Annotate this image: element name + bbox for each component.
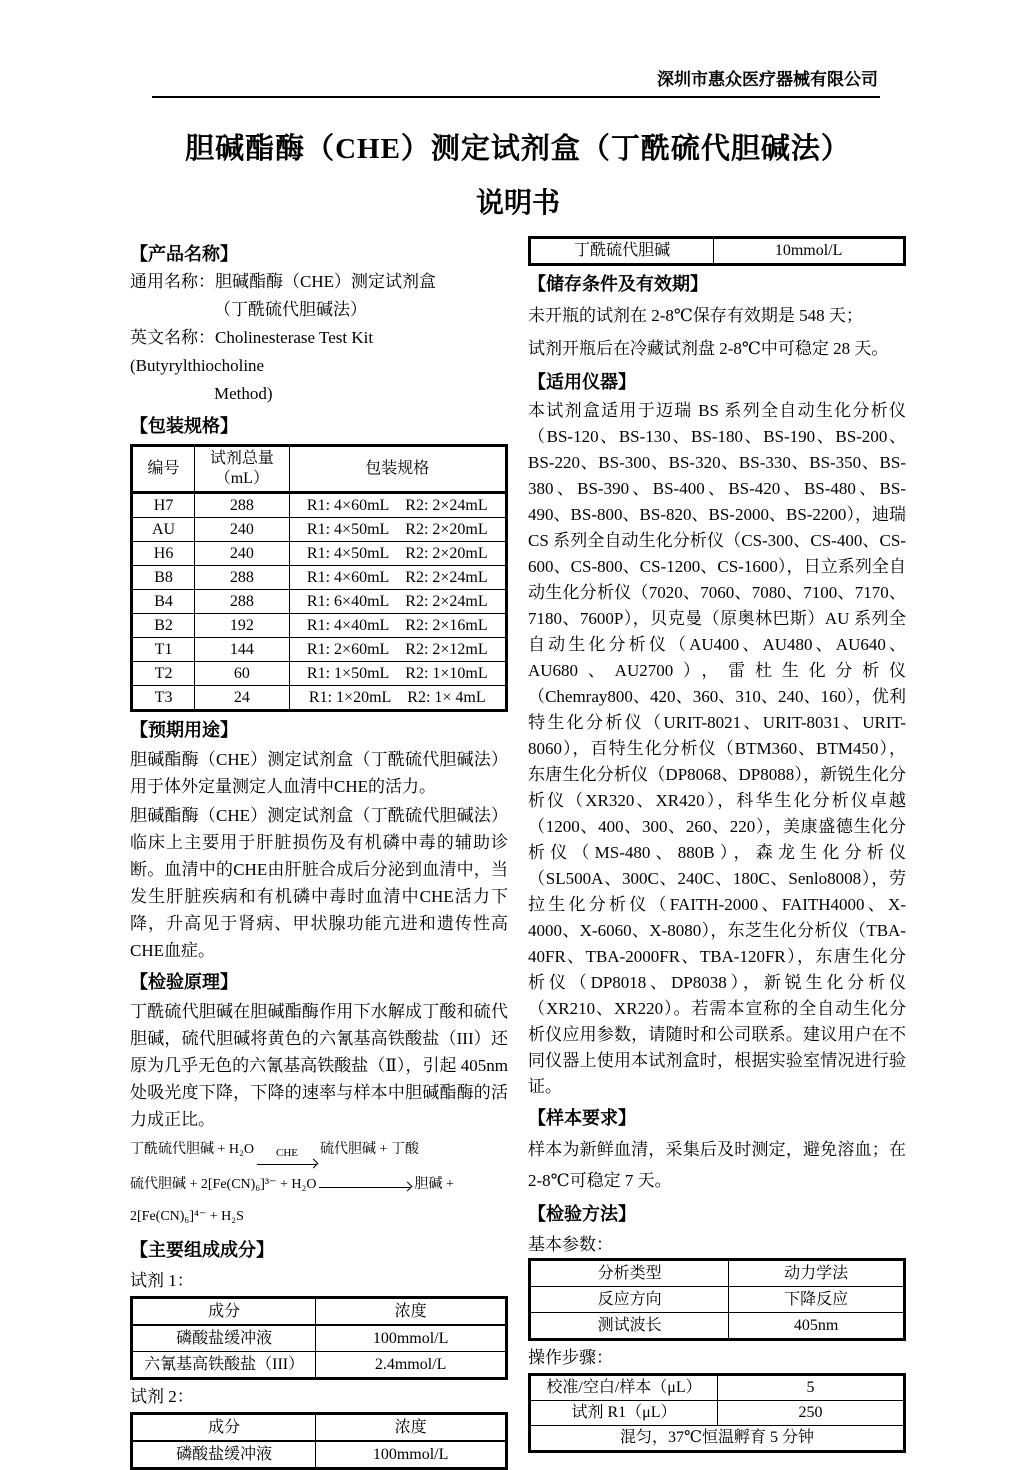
table-row: [530, 1401, 905, 1426]
pack-id: B8: [132, 566, 195, 590]
pack-spec: [289, 493, 506, 518]
component-header: 成分: [132, 1298, 316, 1326]
document-title: 胆碱酯酶（CHE）测定试剂盒（丁酰硫代胆碱法）: [185, 133, 851, 165]
section-heading-intended-use: 【预期用途】: [130, 720, 238, 740]
pack-spec: [289, 638, 506, 662]
pack-spec-r2: R2: 2×20mL: [405, 521, 488, 538]
reagent-2-table: [130, 1412, 508, 1470]
basic-params-label: 基本参数：: [528, 1235, 613, 1254]
english-name-value: Cholinesterase Test Kit (Butyrylthiocholine: [130, 328, 374, 375]
intended-use-paragraph-2: 胆碱酯酶（CHE）测定试剂盒（丁酰硫代胆碱法）临床上主要用于肝脏损伤及有机磷中毒的辅助诊断。血清中的CHE由肝脏合成后分泌到血清中，当发生肝脏疾病和有机磷中毒时血清中CHE活力下降，升高见于肾病、甲状腺功能亢进和遗传性高CHE血症。: [130, 806, 508, 960]
pack-spec-r2: R2: 2×24mL: [405, 569, 488, 586]
table-row: [530, 1313, 905, 1340]
reagent-1-header-row: [132, 1298, 507, 1326]
table-row: [132, 590, 507, 614]
section-heading-sample: 【样本要求】: [528, 1108, 636, 1128]
principle-paragraph: 丁酰硫代胆碱在胆碱酯酶作用下水解成丁酸和硫代胆碱，硫代胆碱将黄色的六氰基高铁酸盐（III）还原为几乎无色的六氰基高铁酸盐（Ⅱ），引起 405nm 处吸光度下降，下降的速率与样本中胆碱酯酶的活力成正比。: [130, 1002, 508, 1129]
pack-id: H7: [132, 493, 195, 518]
pack-total: 192: [195, 614, 289, 638]
table-row: [132, 638, 507, 662]
packaging-header-spec: 包装规格: [289, 446, 506, 493]
step-label: 校准/空白/样本（μL）: [530, 1375, 718, 1401]
pack-spec-r1: R1: 2×60mL: [306, 641, 390, 658]
reaction-equation-2-continued: 2[Fe(CN)₆]⁴⁻ + H₂S: [130, 1209, 244, 1224]
pack-spec: [289, 662, 506, 686]
table-row: [530, 238, 905, 265]
pack-id: T1: [132, 638, 195, 662]
param-label: 反应方向: [530, 1287, 729, 1313]
step-value: 250: [718, 1401, 905, 1426]
packaging-header-id: 编号: [132, 446, 195, 493]
right-arrow-icon: [257, 1159, 317, 1168]
pack-spec-r2: R2: 2×16mL: [405, 617, 488, 634]
pack-id: B2: [132, 614, 195, 638]
steps-footer-cell: 混匀，37℃恒温孵育 5 分钟: [530, 1426, 905, 1452]
pack-total: 240: [195, 542, 289, 566]
pack-spec-r1: R1: 4×50mL: [306, 521, 390, 538]
pack-spec-r1: R1: 6×40mL: [306, 593, 390, 610]
right-column: [528, 236, 906, 1453]
concentration-cell: 2.4mmol/L: [316, 1352, 507, 1379]
pack-id: H6: [132, 542, 195, 566]
pack-spec: [289, 542, 506, 566]
pack-total: 288: [195, 566, 289, 590]
reagent-2-label: 试剂 2：: [130, 1387, 194, 1406]
pack-spec: [289, 566, 506, 590]
section-heading-packaging: 【包装规格】: [130, 416, 238, 436]
component-cell: 六氰基高铁酸盐（III）: [132, 1352, 316, 1379]
table-row: [132, 662, 507, 686]
pack-total: 60: [195, 662, 289, 686]
section-heading-method: 【检验方法】: [528, 1204, 636, 1224]
component-cell: 丁酰硫代胆碱: [530, 238, 714, 265]
reaction-arrow-labeled: [257, 1148, 317, 1168]
two-column-body: [130, 236, 906, 1470]
steps-label: 操作步骤：: [528, 1348, 613, 1367]
component-cell: 磷酸盐缓冲液: [132, 1325, 316, 1352]
packaging-table: [130, 444, 508, 712]
english-name-continued: Method): [214, 384, 273, 403]
generic-name-value: 胆碱酯酶（CHE）测定试剂盒: [215, 272, 436, 291]
generic-name-line: [130, 268, 508, 296]
pack-spec-r1: R1: 4×50mL: [306, 545, 390, 562]
pack-id: AU: [132, 518, 195, 542]
intended-use-paragraph-1: 胆碱酯酶（CHE）测定试剂盒（丁酰硫代胆碱法）用于体外定量测定人血清中CHE的活力。: [130, 750, 508, 796]
arrow-label-che: CHE: [276, 1147, 298, 1159]
reaction-arrow-plain: [319, 1182, 411, 1191]
pack-spec: [289, 590, 506, 614]
equation-2-left: 硫代胆碱 + 2[Fe(CN)₆]³⁻ + H₂O: [130, 1177, 317, 1192]
left-column: [130, 236, 508, 1470]
table-row: [132, 614, 507, 638]
table-row: [132, 686, 507, 711]
table-row: [132, 1441, 507, 1469]
section-heading-principle: 【检验原理】: [130, 972, 238, 992]
component-cell: 磷酸盐缓冲液: [132, 1441, 316, 1469]
sample-paragraph: 样本为新鲜血清，采集后及时测定，避免溶血；在 2-8℃可稳定 7 天。: [528, 1140, 906, 1190]
pack-total: 240: [195, 518, 289, 542]
param-label: 分析类型: [530, 1260, 729, 1287]
reagent-1-label: 试剂 1：: [130, 1271, 194, 1290]
english-name-line: [130, 324, 508, 380]
table-row: [132, 1352, 507, 1379]
reagent-2-continued-table: [528, 236, 906, 266]
param-label: 测试波长: [530, 1313, 729, 1340]
pack-spec-r2: R2: 2×20mL: [405, 545, 488, 562]
pack-spec-r2: R2: 1× 4mL: [407, 689, 486, 706]
document-subtitle: 说明书: [475, 188, 560, 219]
equation-1-right: 硫代胆碱 + 丁酸: [320, 1142, 419, 1157]
component-header: 成分: [132, 1414, 316, 1442]
pack-spec-r2: R2: 1×10mL: [405, 665, 488, 682]
step-label: 试剂 R1（μL）: [530, 1401, 718, 1426]
pack-total: 288: [195, 493, 289, 518]
equation-1-left: 丁酰硫代胆碱 + H₂O: [130, 1142, 254, 1157]
param-value: 下降反应: [729, 1287, 905, 1313]
concentration-header: 浓度: [316, 1414, 507, 1442]
pack-spec-r2: R2: 2×12mL: [405, 641, 488, 658]
pack-id: T3: [132, 686, 195, 711]
param-value: 动力学法: [729, 1260, 905, 1287]
pack-spec: [289, 614, 506, 638]
reagent-1-table: [130, 1296, 508, 1380]
pack-spec: [289, 518, 506, 542]
reaction-equation-1: [130, 1135, 508, 1168]
pack-total: 24: [195, 686, 289, 711]
pack-id: B4: [132, 590, 195, 614]
instruments-paragraph: 本试剂盒适用于迈瑞 BS 系列全自动生化分析仪（BS-120、BS-130、BS-180、BS-190、BS-200、BS-220、BS-300、BS-320、BS-330、BS-350、BS-380、BS-390、BS-400、BS-420、BS-480、BS-490、BS-800、BS-820、BS-2000、BS-2200），迪瑞 CS 系列全自动生化分析仪（CS-300、CS-400、CS-600、CS-800、CS-1200、CS-1600），日立系列全自动生化分析仪（7020、7060、7080、7100、7170、7180、7600P），贝克曼（原奥林巴斯）AU 系列全自动生化分析仪（AU400、AU480、AU640、AU680、AU2700），雷杜生化分析仪（Chemray800、420、360、310、240、160），优利特生化分析仪（URIT-8021、URIT-8031、URIT-8060），百特生化分析仪（BTM360、BTM450），东唐生化分析仪（DP8068、DP8088），新锐生化分析仪（XR320、XR420），科华生化分析仪卓越（1200、400、300、260、220），美康盛德生化分析仪（MS-480、880B），森龙生化分析仪（SL500A、300C、240C、180C、Senlo8008），劳拉生化分析仪（FAITH-2000、FAITH4000、X-4000、X-6060、X-8080），东芝生化分析仪（TBA-40FR、TBA-2000FR、TBA-120FR），东唐生化分析仪（DP8018、DP8038），新锐生化分析仪（XR210、XR220）。若需本宣称的全自动生化分析仪应用参数，请随时和公司联系。建议用户在不同仪器上使用本试剂盒时，根据实验室情况进行验证。: [528, 401, 906, 1096]
pack-spec-r1: R1: 4×40mL: [306, 617, 390, 634]
table-row: [530, 1375, 905, 1401]
table-row: [132, 542, 507, 566]
reagent-2-header-row: [132, 1414, 507, 1442]
concentration-header: 浓度: [316, 1298, 507, 1326]
pack-spec-r2: R2: 2×24mL: [405, 593, 488, 610]
table-row: [132, 1325, 507, 1352]
right-arrow-icon: [319, 1182, 411, 1191]
english-name-label: 英文名称：: [130, 328, 215, 347]
header-rule: [152, 96, 880, 98]
section-heading-instruments: 【适用仪器】: [528, 372, 636, 392]
pack-total: 288: [195, 590, 289, 614]
section-heading-product-name: 【产品名称】: [130, 244, 238, 264]
pack-total: 144: [195, 638, 289, 662]
concentration-cell: 10mmol/L: [714, 238, 905, 265]
generic-name-label: 通用名称：: [130, 272, 215, 291]
storage-line-2: 试剂开瓶后在冷藏试剂盘 2-8℃中可稳定 28 天。: [528, 339, 889, 358]
table-row: [132, 493, 507, 518]
basic-params-table: [528, 1258, 906, 1341]
table-row: [530, 1260, 905, 1287]
equation-2-right: 胆碱 +: [414, 1177, 454, 1192]
pack-spec-r1: R1: 4×60mL: [306, 497, 390, 514]
storage-line-1: 未开瓶的试剂在 2-8℃保存有效期是 548 天；: [528, 306, 863, 325]
table-row: [132, 566, 507, 590]
concentration-cell: 100mmol/L: [316, 1441, 507, 1469]
step-value: 5: [718, 1375, 905, 1401]
section-heading-storage: 【储存条件及有效期】: [528, 274, 708, 294]
packaging-header-total: 试剂总量（mL）: [195, 446, 289, 493]
pack-spec-r1: R1: 1×20mL: [308, 689, 392, 706]
pack-spec-r1: R1: 4×60mL: [306, 569, 390, 586]
pack-spec-r2: R2: 2×24mL: [405, 497, 488, 514]
table-row: [132, 518, 507, 542]
steps-table: [528, 1373, 906, 1453]
param-value: 405nm: [729, 1313, 905, 1340]
generic-name-continued: （丁酰硫代胆碱法）: [214, 300, 367, 319]
concentration-cell: 100mmol/L: [316, 1325, 507, 1352]
reaction-equation-2: [130, 1170, 508, 1200]
table-row: [530, 1287, 905, 1313]
section-heading-composition: 【主要组成成分】: [130, 1240, 274, 1260]
pack-spec: [289, 686, 506, 711]
pack-spec-r1: R1: 1×50mL: [306, 665, 390, 682]
pack-id: T2: [132, 662, 195, 686]
company-name: 深圳市惠众医疗器械有限公司: [657, 70, 878, 89]
packaging-header-row: [132, 446, 507, 493]
